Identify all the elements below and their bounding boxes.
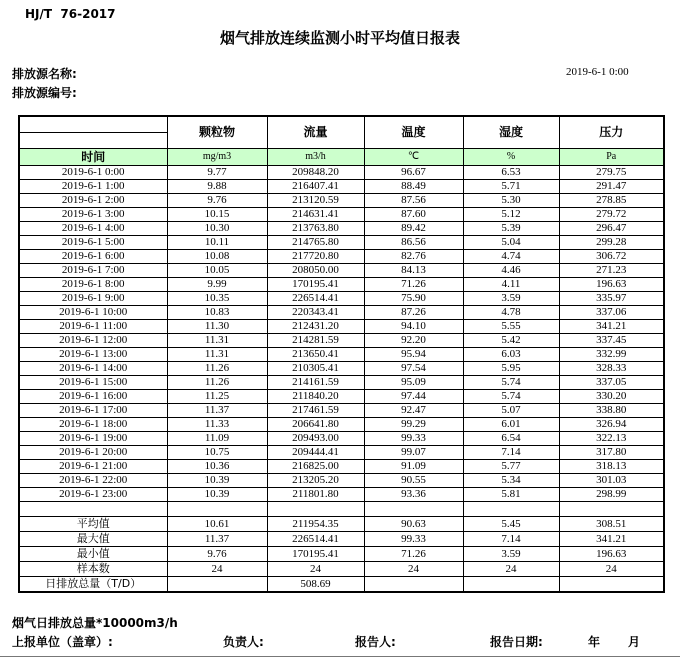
column-header-pressure: 压力 (559, 116, 664, 149)
row-value: 10.30 (167, 222, 267, 236)
row-time: 2019-6-1 15:00 (19, 376, 167, 390)
row-value: 332.99 (559, 348, 664, 362)
row-time: 2019-6-1 8:00 (19, 278, 167, 292)
row-value: 279.75 (559, 166, 664, 180)
row-value: 94.10 (364, 320, 463, 334)
row-value: 10.36 (167, 460, 267, 474)
row-value: 96.67 (364, 166, 463, 180)
report-date-label: 报告日期: (490, 635, 543, 649)
row-value: 217461.59 (267, 404, 364, 418)
row-value: 10.83 (167, 306, 267, 320)
row-value: 5.74 (463, 376, 559, 390)
row-value: 10.11 (167, 236, 267, 250)
row-value: 86.56 (364, 236, 463, 250)
row-value: 196.63 (559, 278, 664, 292)
row-value: 5.77 (463, 460, 559, 474)
row-time: 2019-6-1 20:00 (19, 446, 167, 460)
row-value: 9.76 (167, 194, 267, 208)
row-value: 97.54 (364, 362, 463, 376)
table-row (19, 474, 664, 488)
row-value: 10.15 (167, 208, 267, 222)
table-row (19, 390, 664, 404)
row-value: 11.25 (167, 390, 267, 404)
unit-temperature: ℃ (364, 149, 463, 166)
summary-value: 24 (267, 562, 364, 577)
row-value: 226514.41 (267, 292, 364, 306)
summary-row (19, 532, 664, 547)
row-value: 278.85 (559, 194, 664, 208)
row-value: 298.99 (559, 488, 664, 502)
row-time: 2019-6-1 0:00 (19, 166, 167, 180)
report-unit-label: 上报单位（盖章）: (12, 635, 113, 649)
row-value: 87.60 (364, 208, 463, 222)
table-row (19, 488, 664, 502)
row-value: 220343.41 (267, 306, 364, 320)
page-title: 烟气排放连续监测小时平均值日报表 (219, 29, 460, 47)
summary-value: 508.69 (267, 577, 364, 593)
row-value: 337.45 (559, 334, 664, 348)
row-value: 209848.20 (267, 166, 364, 180)
row-value: 92.20 (364, 334, 463, 348)
table-row (19, 180, 664, 194)
column-header-humidity: 湿度 (463, 116, 559, 149)
row-value: 279.72 (559, 208, 664, 222)
row-value: 3.59 (463, 292, 559, 306)
row-value: 87.26 (364, 306, 463, 320)
column-header-particulate: 颗粒物 (167, 116, 267, 149)
row-time: 2019-6-1 10:00 (19, 306, 167, 320)
row-value: 271.23 (559, 264, 664, 278)
summary-value: 226514.41 (267, 532, 364, 547)
row-value: 5.30 (463, 194, 559, 208)
row-value: 209493.00 (267, 432, 364, 446)
row-time: 2019-6-1 23:00 (19, 488, 167, 502)
row-time: 2019-6-1 16:00 (19, 390, 167, 404)
row-value: 4.78 (463, 306, 559, 320)
row-value: 10.35 (167, 292, 267, 306)
row-value: 10.39 (167, 474, 267, 488)
row-value: 299.28 (559, 236, 664, 250)
row-value: 5.39 (463, 222, 559, 236)
summary-label: 样本数 (19, 562, 167, 577)
row-value: 213763.80 (267, 222, 364, 236)
row-value: 337.05 (559, 376, 664, 390)
month-label: 月 (628, 635, 641, 649)
summary-value: 3.59 (463, 547, 559, 562)
row-value: 6.01 (463, 418, 559, 432)
row-value: 99.33 (364, 432, 463, 446)
row-value: 84.13 (364, 264, 463, 278)
signature-line (0, 633, 680, 651)
summary-value: 308.51 (559, 517, 664, 532)
table-row (19, 166, 664, 180)
row-value: 213205.20 (267, 474, 364, 488)
row-value: 95.09 (364, 376, 463, 390)
summary-value: 11.37 (167, 532, 267, 547)
summary-value: 10.61 (167, 517, 267, 532)
report-datetime: 2019-6-1 0:00 (566, 66, 629, 78)
header-body (19, 116, 664, 166)
row-time: 2019-6-1 7:00 (19, 264, 167, 278)
spacer-row (19, 502, 664, 517)
unit-row (19, 149, 664, 166)
row-value: 4.74 (463, 250, 559, 264)
summary-label: 日排放总量（T/D） (19, 577, 167, 593)
row-time: 2019-6-1 11:00 (19, 320, 167, 334)
row-time: 2019-6-1 2:00 (19, 194, 167, 208)
summary-value: 9.76 (167, 547, 267, 562)
row-value: 291.47 (559, 180, 664, 194)
row-time: 2019-6-1 14:00 (19, 362, 167, 376)
table-row (19, 208, 664, 222)
responsible-person-label: 负责人: (223, 635, 264, 649)
row-value: 11.26 (167, 362, 267, 376)
row-value: 213650.41 (267, 348, 364, 362)
row-value: 9.77 (167, 166, 267, 180)
row-value: 82.76 (364, 250, 463, 264)
summary-value: 196.63 (559, 547, 664, 562)
table-row (19, 446, 664, 460)
summary-row (19, 517, 664, 532)
summary-value: 99.33 (364, 532, 463, 547)
table-row (19, 306, 664, 320)
row-value: 296.47 (559, 222, 664, 236)
row-value: 10.75 (167, 446, 267, 460)
row-value: 5.95 (463, 362, 559, 376)
row-value: 11.26 (167, 376, 267, 390)
column-header-flow: 流量 (267, 116, 364, 149)
unit-pressure: Pa (559, 149, 664, 166)
column-header-temperature: 温度 (364, 116, 463, 149)
row-value: 93.36 (364, 488, 463, 502)
table-row (19, 292, 664, 306)
summary-value (463, 577, 559, 593)
row-value: 6.53 (463, 166, 559, 180)
row-value: 170195.41 (267, 278, 364, 292)
row-value: 214281.59 (267, 334, 364, 348)
row-value: 88.49 (364, 180, 463, 194)
summary-label: 平均值 (19, 517, 167, 532)
row-value: 10.05 (167, 264, 267, 278)
row-value: 214631.41 (267, 208, 364, 222)
flue-gas-total-note: 烟气日排放总量*10000m3/h (12, 616, 178, 630)
table-row (19, 432, 664, 446)
row-value: 318.13 (559, 460, 664, 474)
summary-value: 5.45 (463, 517, 559, 532)
table-row (19, 236, 664, 250)
summary-row (19, 547, 664, 562)
row-value: 10.08 (167, 250, 267, 264)
summary-label: 最大值 (19, 532, 167, 547)
row-value: 6.54 (463, 432, 559, 446)
row-value: 71.26 (364, 278, 463, 292)
row-time: 2019-6-1 5:00 (19, 236, 167, 250)
row-value: 214765.80 (267, 236, 364, 250)
table-row (19, 334, 664, 348)
row-value: 5.74 (463, 390, 559, 404)
row-value: 90.55 (364, 474, 463, 488)
row-time: 2019-6-1 21:00 (19, 460, 167, 474)
year-label: 年 (588, 635, 601, 649)
row-value: 87.56 (364, 194, 463, 208)
row-value: 214161.59 (267, 376, 364, 390)
row-value: 216407.41 (267, 180, 364, 194)
row-value: 95.94 (364, 348, 463, 362)
summary-row (19, 577, 664, 593)
summary-value: 24 (364, 562, 463, 577)
summary-value: 341.21 (559, 532, 664, 547)
row-value: 6.03 (463, 348, 559, 362)
row-value: 210305.41 (267, 362, 364, 376)
table-row (19, 278, 664, 292)
row-value: 91.09 (364, 460, 463, 474)
row-value: 4.11 (463, 278, 559, 292)
row-value: 211801.80 (267, 488, 364, 502)
summary-label: 最小值 (19, 547, 167, 562)
unit-particulate: mg/m3 (167, 149, 267, 166)
row-value: 5.55 (463, 320, 559, 334)
row-value: 89.42 (364, 222, 463, 236)
reporter-label: 报告人: (355, 635, 396, 649)
row-time: 2019-6-1 4:00 (19, 222, 167, 236)
row-value: 335.97 (559, 292, 664, 306)
row-value: 328.33 (559, 362, 664, 376)
table-row (19, 362, 664, 376)
summary-value (364, 577, 463, 593)
table-row (19, 222, 664, 236)
row-value: 337.06 (559, 306, 664, 320)
row-value: 9.88 (167, 180, 267, 194)
row-value: 11.37 (167, 404, 267, 418)
header-blank-top (19, 116, 167, 133)
row-value: 208050.00 (267, 264, 364, 278)
row-value: 11.30 (167, 320, 267, 334)
summary-value: 24 (559, 562, 664, 577)
row-time: 2019-6-1 1:00 (19, 180, 167, 194)
row-value: 317.80 (559, 446, 664, 460)
row-value: 341.21 (559, 320, 664, 334)
row-value: 11.33 (167, 418, 267, 432)
header-row-top (19, 116, 664, 133)
row-value: 99.07 (364, 446, 463, 460)
row-time: 2019-6-1 22:00 (19, 474, 167, 488)
table-row (19, 404, 664, 418)
table-row (19, 376, 664, 390)
table-row (19, 264, 664, 278)
summary-value: 7.14 (463, 532, 559, 547)
standard-code: HJ/T 76-2017 (25, 7, 116, 21)
row-value: 75.90 (364, 292, 463, 306)
row-value: 217720.80 (267, 250, 364, 264)
row-time: 2019-6-1 12:00 (19, 334, 167, 348)
row-value: 5.04 (463, 236, 559, 250)
summary-value: 170195.41 (267, 547, 364, 562)
row-time: 2019-6-1 18:00 (19, 418, 167, 432)
row-value: 9.99 (167, 278, 267, 292)
summary-rows (19, 502, 664, 593)
row-value: 5.71 (463, 180, 559, 194)
row-value: 209444.41 (267, 446, 364, 460)
data-rows (19, 166, 664, 502)
table-row (19, 418, 664, 432)
table-row (19, 320, 664, 334)
row-value: 5.34 (463, 474, 559, 488)
row-value: 330.20 (559, 390, 664, 404)
summary-value: 71.26 (364, 547, 463, 562)
row-value: 306.72 (559, 250, 664, 264)
row-value: 206641.80 (267, 418, 364, 432)
table-row (19, 348, 664, 362)
row-value: 5.81 (463, 488, 559, 502)
row-value: 7.14 (463, 446, 559, 460)
row-time: 2019-6-1 6:00 (19, 250, 167, 264)
table-row (19, 250, 664, 264)
row-value: 11.31 (167, 334, 267, 348)
summary-value: 211954.35 (267, 517, 364, 532)
row-time: 2019-6-1 19:00 (19, 432, 167, 446)
unit-flow: m3/h (267, 149, 364, 166)
summary-value (167, 577, 267, 593)
row-value: 92.47 (364, 404, 463, 418)
row-time: 2019-6-1 13:00 (19, 348, 167, 362)
row-value: 216825.00 (267, 460, 364, 474)
row-value: 99.29 (364, 418, 463, 432)
table-row (19, 194, 664, 208)
summary-row (19, 562, 664, 577)
summary-value: 24 (167, 562, 267, 577)
row-value: 5.12 (463, 208, 559, 222)
summary-value: 24 (463, 562, 559, 577)
row-time: 2019-6-1 9:00 (19, 292, 167, 306)
table-row (19, 460, 664, 474)
row-value: 211840.20 (267, 390, 364, 404)
row-value: 338.80 (559, 404, 664, 418)
row-value: 5.42 (463, 334, 559, 348)
row-value: 5.07 (463, 404, 559, 418)
summary-value (559, 577, 664, 593)
row-time: 2019-6-1 3:00 (19, 208, 167, 222)
row-value: 301.03 (559, 474, 664, 488)
row-value: 322.13 (559, 432, 664, 446)
row-value: 326.94 (559, 418, 664, 432)
row-value: 97.44 (364, 390, 463, 404)
time-column-header: 时间 (19, 149, 167, 166)
row-time: 2019-6-1 17:00 (19, 404, 167, 418)
row-value: 11.31 (167, 348, 267, 362)
row-value: 212431.20 (267, 320, 364, 334)
source-name-label: 排放源名称: (12, 67, 77, 81)
summary-value: 90.63 (364, 517, 463, 532)
header-blank-bottom (19, 133, 167, 149)
row-value: 11.09 (167, 432, 267, 446)
row-value: 10.39 (167, 488, 267, 502)
row-value: 4.46 (463, 264, 559, 278)
report-table (18, 115, 665, 593)
unit-humidity: % (463, 149, 559, 166)
source-code-label: 排放源编号: (12, 86, 77, 100)
row-value: 213120.59 (267, 194, 364, 208)
page-bottom-edge (0, 656, 680, 657)
